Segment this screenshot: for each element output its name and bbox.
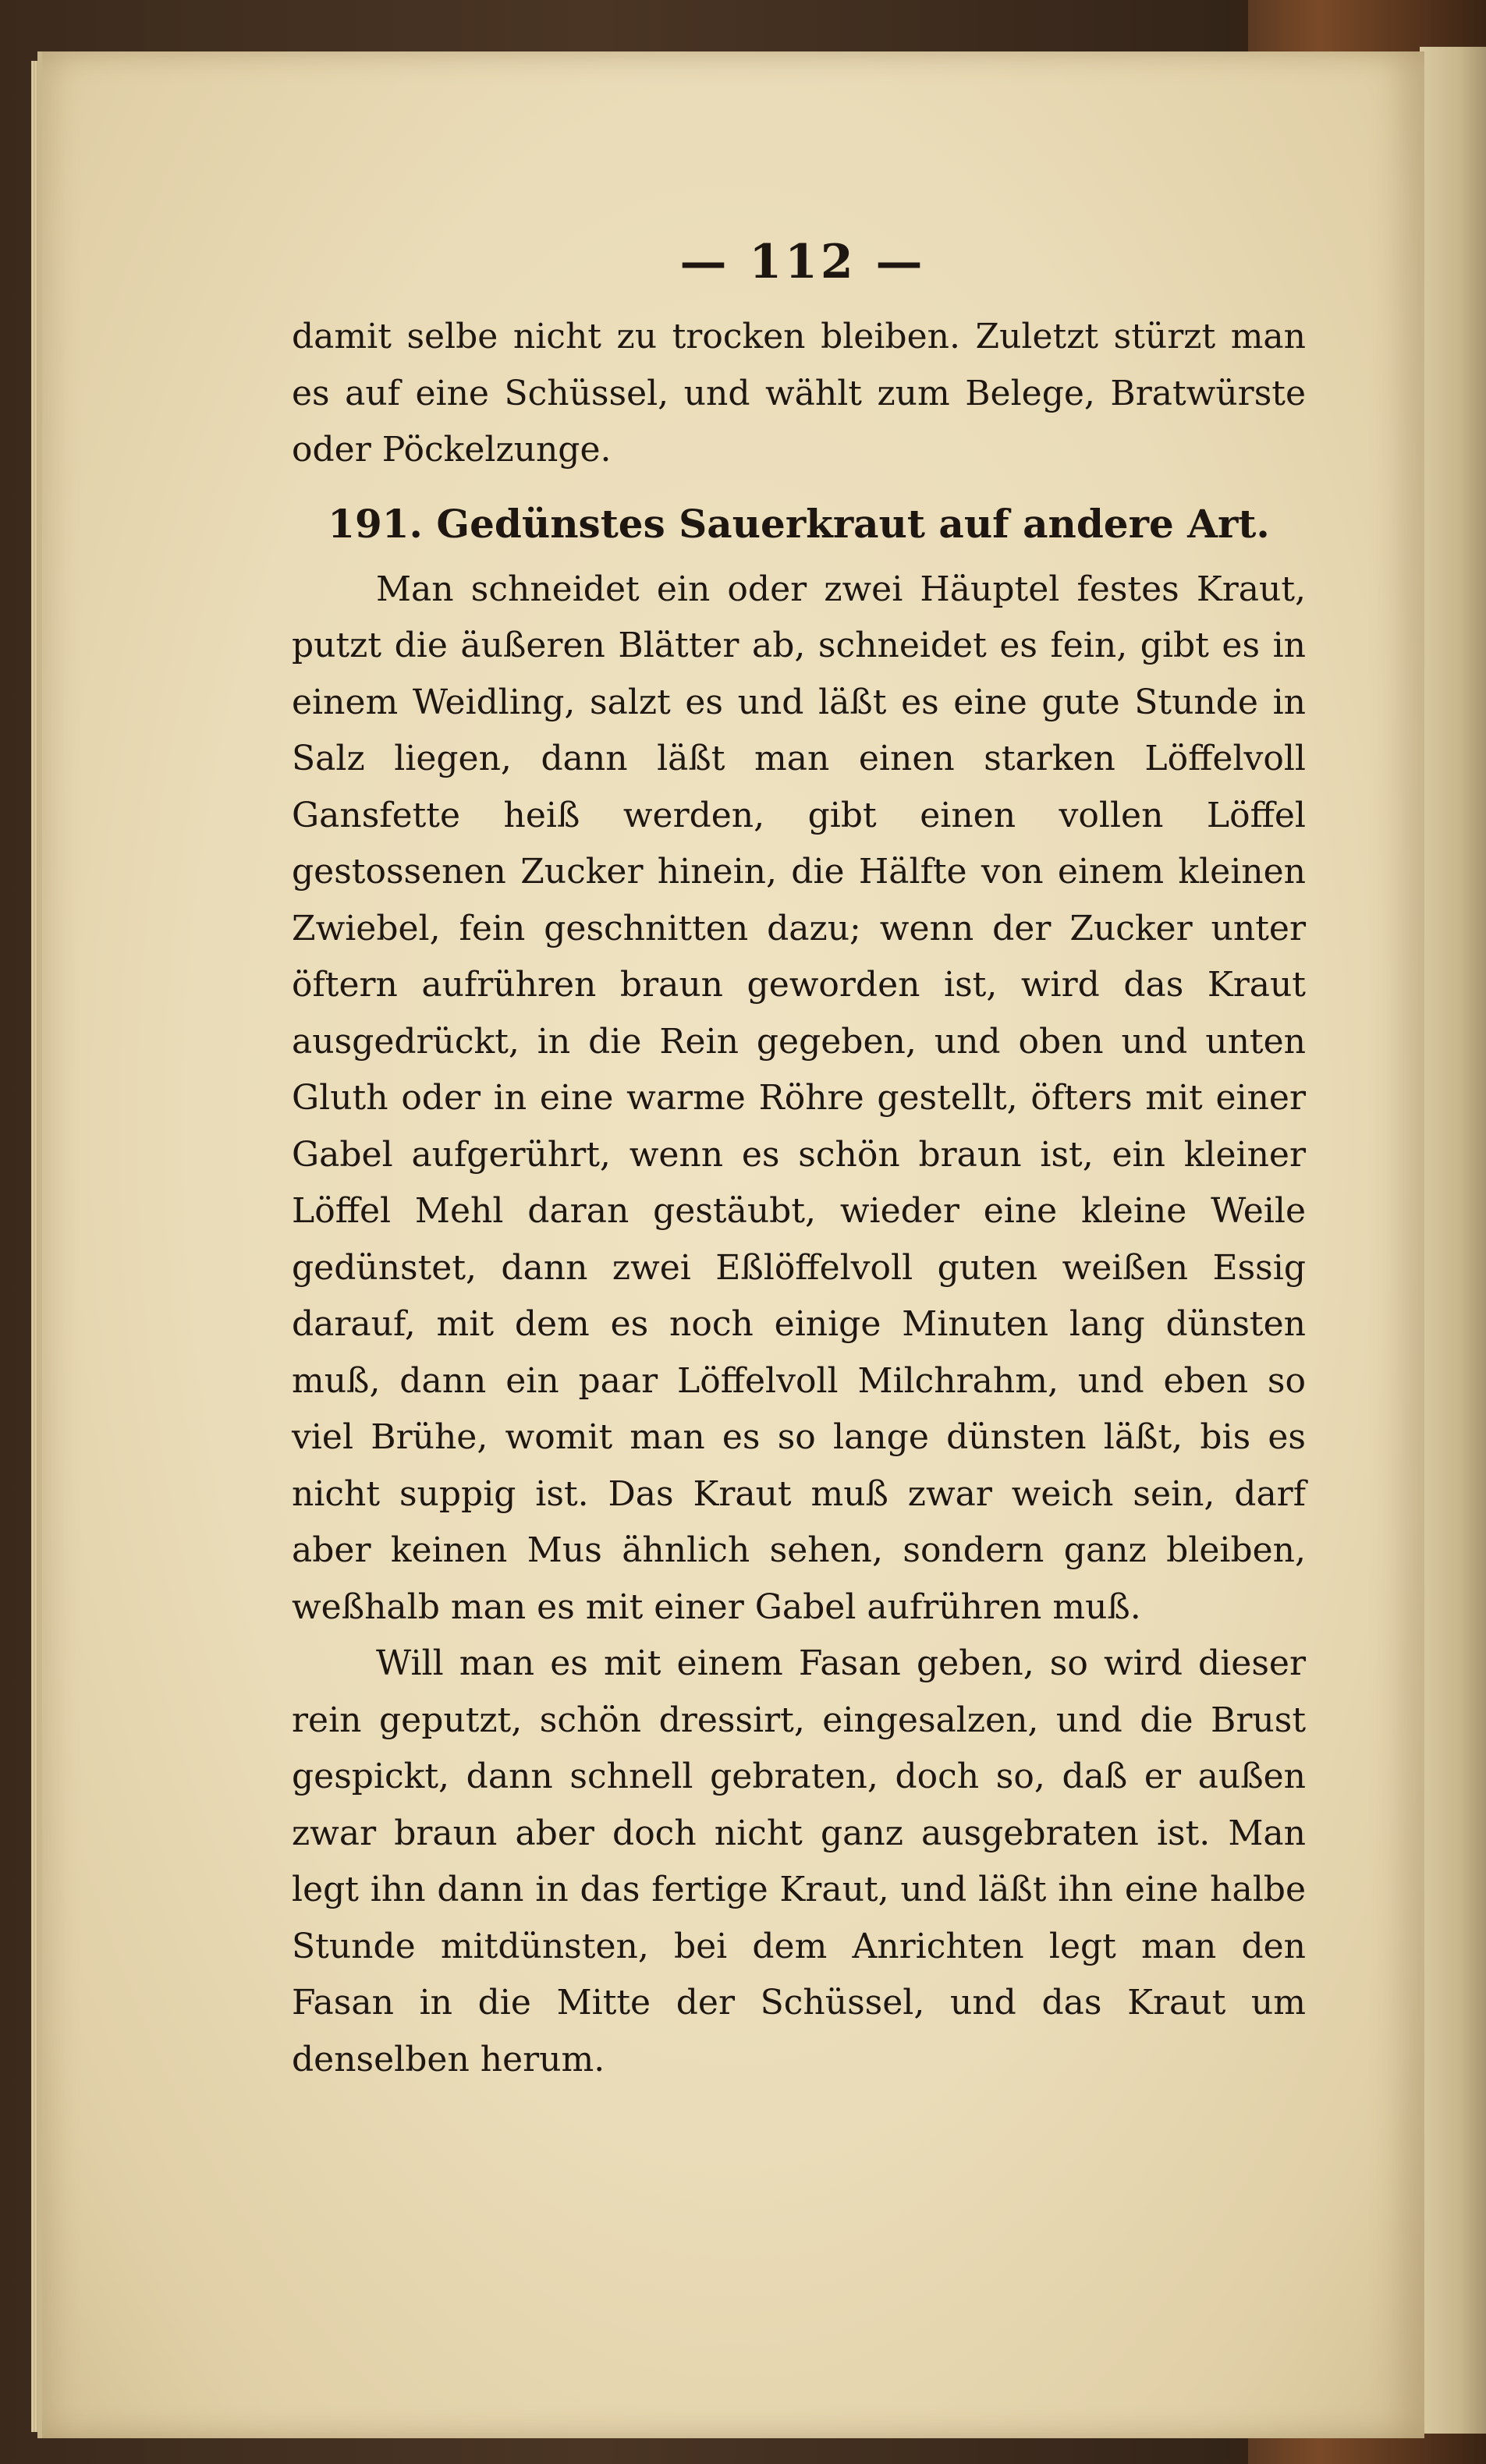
page-text bbox=[292, 234, 1306, 2088]
recipe-paragraph-1: Man schneidet ein oder zwei Häuptel festes Kraut, putzt die äußeren Blätter ab, schneidet es fein, gibt es in einem Weidling, salzt es und läßt es eine gute Stunde in Salz liegen, dann läßt man einen starken Löffelvoll Gansfette heiß werden, gibt einen vollen Löffel gestossenen Zucker hinein, die Hälfte von einem kleinen Zwiebel, fein geschnitten dazu; wenn der Zucker unter öftern aufrühren braun geworden ist, wird das Kraut ausgedrückt, in die Rein gegeben, und oben und unten Gluth oder in eine warme Röhre gestellt, öfters mit einer Gabel aufgerührt, wenn es schön braun ist, ein kleiner Löffel Mehl daran gestäubt, wieder eine kleine Weile gedünstet, dann zwei Eßlöffelvoll guten weißen Essig darauf, mit dem es noch einige Minuten lang dünsten muß, dann ein paar Löffelvoll Milchrahm, und eben so viel Brühe, womit man es so lange dünsten läßt, bis es nicht suppig ist. Das Kraut muß zwar weich sein, darf aber keinen Mus ähnlich sehen, sondern ganz bleiben, weßhalb man es mit einer Gabel aufrühren muß. bbox=[292, 569, 1306, 1627]
intro-paragraph: damit selbe nicht zu trocken bleiben. Zuletzt stürzt man es auf eine Schüssel, und wählt zum Belege, Bratwürste oder Pöckelzunge. bbox=[292, 317, 1306, 470]
next-page-edge bbox=[1420, 47, 1486, 2434]
page-number: — 112 — bbox=[679, 235, 926, 289]
recipe-paragraph-2: Will man es mit einem Fasan geben, so wird dieser rein geputzt, schön dressirt, eingesalzen, und die Brust gespickt, dann schnell gebraten, doch so, daß er außen zwar braun aber doch nicht ganz ausgebraten ist. Man legt ihn dann in das fertige Kraut, und läßt ihn eine halbe Stunde mitdünsten, bei dem Anrichten legt man den Fasan in die Mitte der Schüssel, und das Kraut um denselben herum. bbox=[292, 1643, 1306, 2079]
recipe-heading: 191. Gedünstes Sauerkraut auf andere Art. bbox=[328, 500, 1270, 547]
